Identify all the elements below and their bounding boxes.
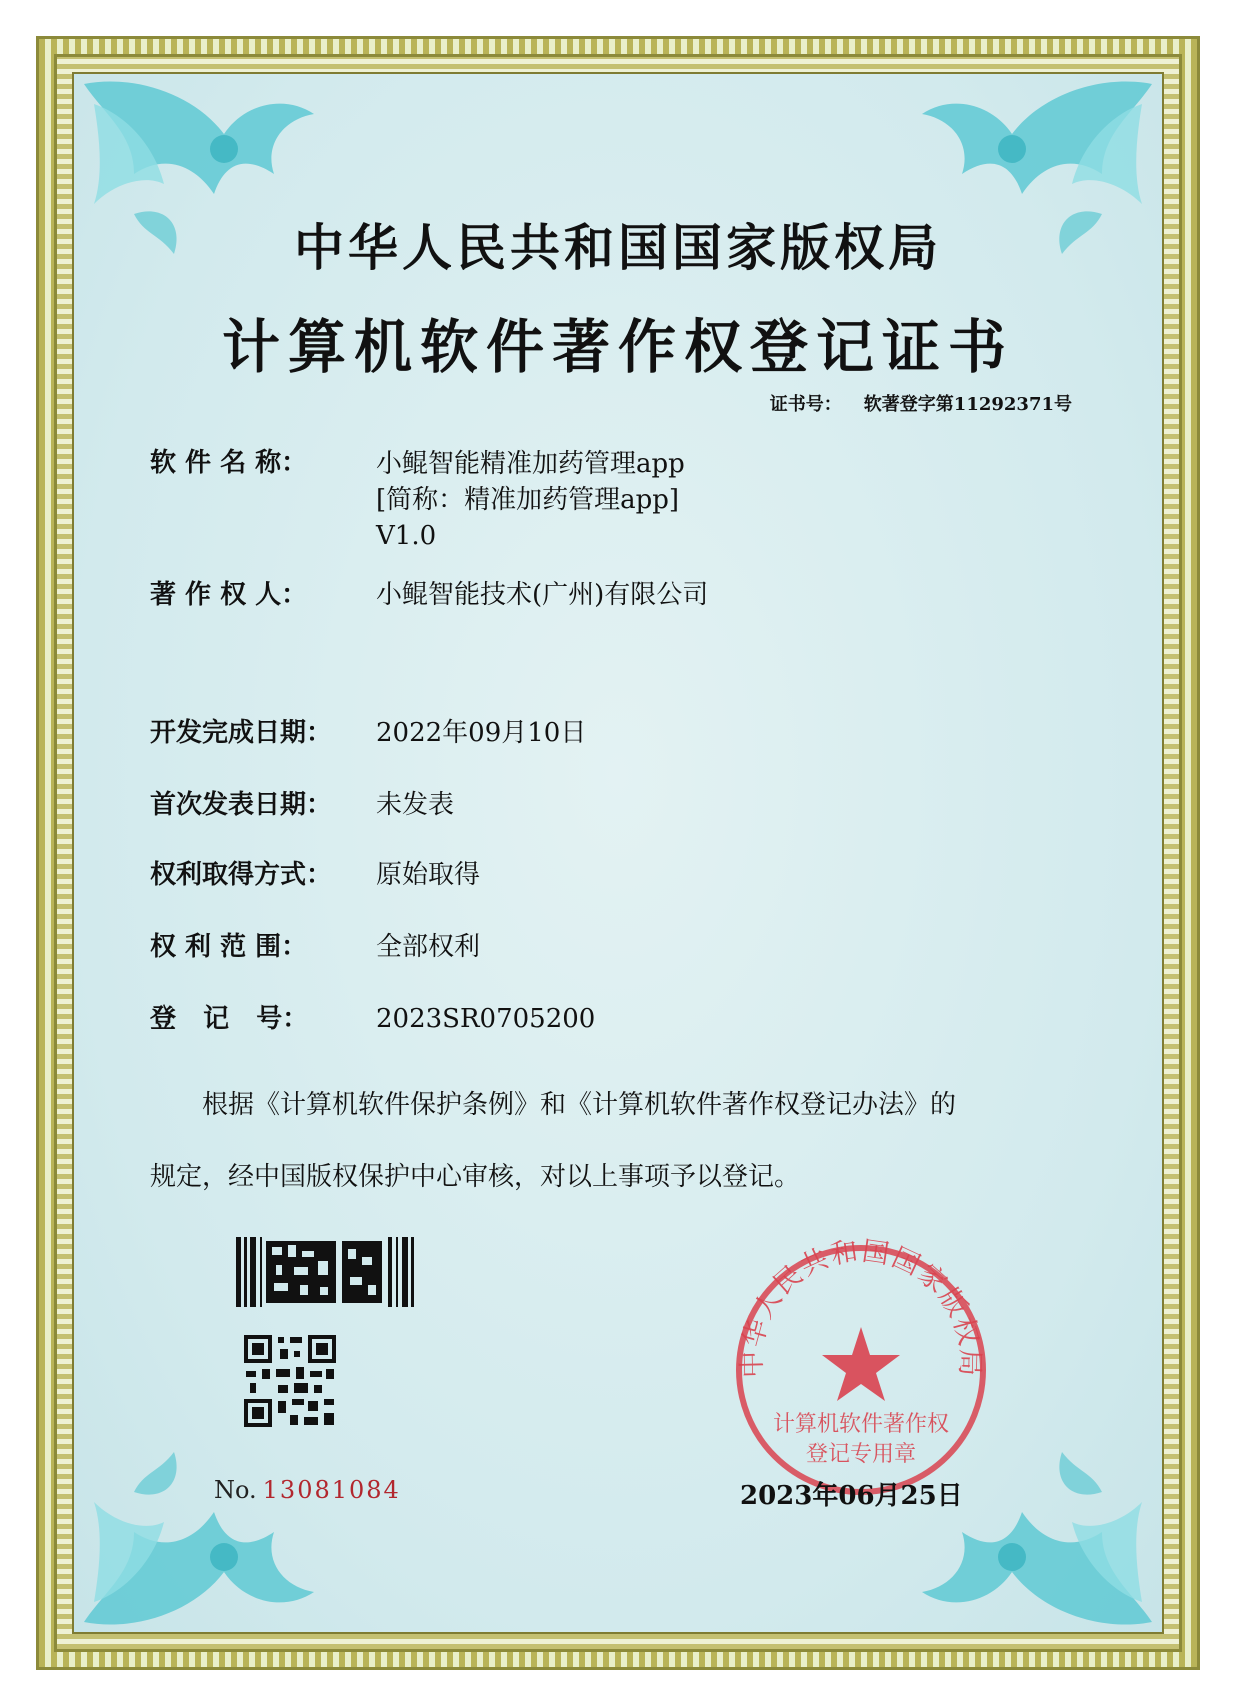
field-scope: [150, 930, 480, 964]
software-short-name: [简称：精准加药管理app]: [376, 485, 680, 515]
authority-title: 中华人民共和国国家版权局: [294, 219, 942, 277]
field-value: 小鲲智能技术(广州)有限公司: [376, 580, 709, 610]
official-seal: [726, 1235, 996, 1495]
certificate-number-value: 软著登字第11292371号: [863, 394, 1072, 415]
field-value: 2023SR0705200: [376, 1004, 596, 1034]
certificate-title: 计算机软件著作权登记证书: [221, 313, 1014, 381]
serial-number: [214, 1476, 401, 1504]
statement-line-1: 根据《计算机软件保护条例》和《计算机软件著作权登记办法》的: [202, 1090, 957, 1120]
serial-prefix: No.: [214, 1476, 257, 1504]
field-registration-number: [150, 1002, 595, 1036]
field-label: 登 记 号：: [150, 1004, 309, 1034]
seal-line-1: 计算机软件著作权: [772, 1412, 950, 1437]
issue-date: 2023年06月25日: [740, 1481, 963, 1511]
field-label: 著 作 权 人：: [150, 580, 308, 610]
field-value: 全部权利: [376, 932, 481, 962]
software-version: V1.0: [376, 521, 437, 551]
field-label: 首次发表日期：: [150, 790, 333, 820]
statement-line-2: 规定，经中国版权保护中心审核，对以上事项予以登记。: [150, 1162, 801, 1192]
field-label: 软 件 名 称：: [150, 448, 308, 478]
certificate-number: [770, 390, 1072, 416]
serial-value: 13081084: [262, 1476, 401, 1504]
barcode: [236, 1237, 416, 1307]
seal-line-2: 登记专用章: [805, 1442, 917, 1467]
corner-ornament-bottom-left: [74, 1422, 324, 1632]
field-first-publication: [150, 788, 454, 822]
field-software-name: [150, 446, 685, 554]
field-completion-date: [150, 716, 586, 750]
software-name-value: 小鲲智能精准加药管理app: [376, 449, 685, 479]
field-label: 权利取得方式：: [150, 860, 333, 890]
seal-ring-text: 中华人民共和国国家版权局: [736, 1235, 986, 1379]
field-acquisition-method: [150, 858, 480, 892]
field-value: 2022年09月10日: [376, 718, 587, 748]
field-copyright-owner: [150, 578, 708, 612]
field-label: 开发完成日期：: [150, 718, 333, 748]
qr-code: [244, 1335, 336, 1427]
seal-star-icon: [822, 1327, 900, 1401]
certificate-number-label: 证书号：: [769, 394, 842, 415]
field-label: 权 利 范 围：: [150, 932, 308, 962]
field-value: 原始取得: [376, 860, 481, 890]
field-value: 未发表: [376, 790, 455, 820]
